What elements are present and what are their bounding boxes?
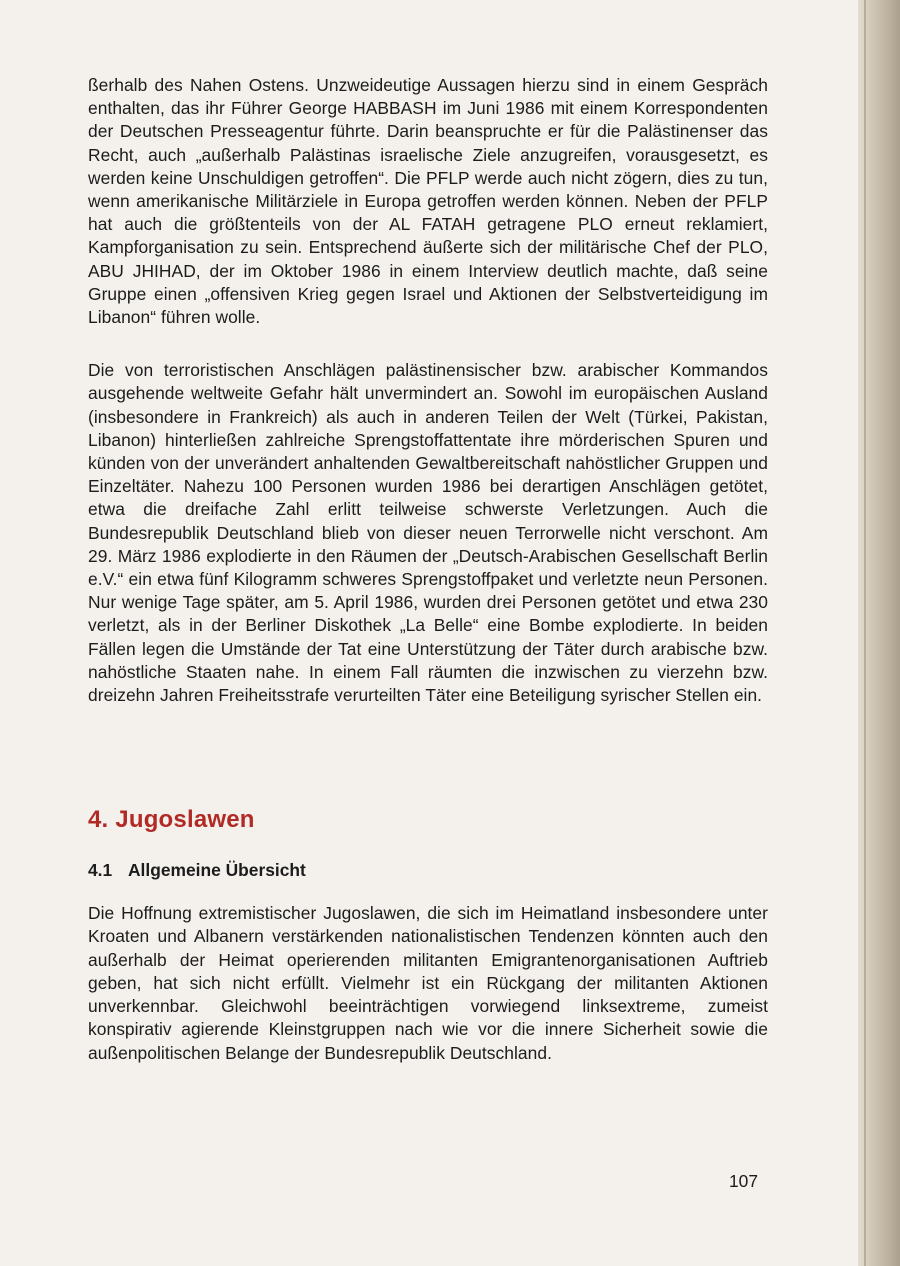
page-content — [88, 74, 768, 1065]
page-number: 107 — [729, 1171, 759, 1191]
chapter-heading: 4. Jugoslawen — [88, 806, 255, 834]
section-number: 4.1 — [88, 860, 113, 881]
book-spine-edge — [858, 0, 900, 1266]
body-paragraph-3: Die Hoffnung extremistischer Jugoslawen, die sich im Heimatland insbesondere unter Kroaten und Albanern verstärkenden nationalistischen Tendenzen könnten auch den außerhalb der Heimat operierenden militanten Emigrantenorganisationen Auftrieb geben, hat sich nicht erfüllt. Vielmehr ist ein Rückgang der militanten Aktionen unverkennbar. Gleichwohl beeinträchtigen vorwiegend linksextreme, zumeist konspirativ agierende Kleinstgruppen nach wie vor die innere Sicherheit sowie die außenpolitischen Belange der Bundesrepublik Deutschland. — [88, 903, 768, 1063]
section-title: Allgemeine Übersicht — [128, 860, 306, 881]
spine-line — [878, 0, 879, 1266]
section-heading — [88, 859, 768, 882]
body-paragraph-1: ßerhalb des Nahen Ostens. Unzweideutige Aussagen hierzu sind in einem Gespräch enthalten, das ihr Führer George HABBASH im Juni 1986 mit einem Korrespondenten der Deutschen Presseagentur führte. Darin beanspruchte er für die Palästinenser das Recht, auch „außerhalb Palästinas israelische Ziele anzugreifen, vorausgesetzt, es werden keine Unschuldigen getroffen“. Die PFLP werde auch nicht zögern, dies zu tun, wenn amerikanische Militärziele in Europa getroffen werden können. Neben der PFLP hat auch die größtenteils von der AL FATAH getragene PLO erneut reklamiert, Kampforganisation zu sein. Entsprechend äußerte sich der militärische Chef der PLO, ABU JHIHAD, der im Oktober 1986 in einem Interview deutlich machte, daß seine Gruppe einen „offensiven Krieg gegen Israel und Aktionen der Selbstverteidigung im Libanon“ führen wolle. — [88, 75, 768, 328]
body-paragraph-2: Die von terroristischen Anschlägen palästinensischer bzw. arabischer Kommandos ausgehende weltweite Gefahr hält unvermindert an. Sowohl im europäischen Ausland (insbesondere in Frankreich) als auch in anderen Teilen der Welt (Türkei, Pakistan, Libanon) hinterließen zahlreiche Sprengstoffattentate ihre mörderischen Spuren und künden von der unverändert anhaltenden Gewaltbereitschaft nahöstlicher Gruppen und Einzeltäter. Nahezu 100 Personen wurden 1986 bei derartigen Anschlägen getötet, etwa die dreifache Zahl erlitt teilweise schwerste Verletzungen. Auch die Bundesrepublik Deutschland blieb von dieser neuen Terrorwelle nicht verschont. Am 29. März 1986 explodierte in den Räumen der „Deutsch-Arabischen Gesellschaft Berlin e.V.“ ein etwa fünf Kilogramm schweres Sprengstoffpaket und verletzte neun Personen. Nur wenige Tage später, am 5. April 1986, wurden drei Personen getötet und etwa 230 verletzt, als in der Berliner Diskothek „La Belle“ eine Bombe explodierte. In beiden Fällen legen die Umstände der Tat eine Unterstützung der Täter durch arabische bzw. nahöstliche Staaten nahe. In einem Fall räumten die inzwischen zu vierzehn bzw. dreizehn Jahren Freiheitsstrafe verurteilten Täter eine Beteiligung syrischer Stellen ein. — [88, 360, 768, 706]
spine-line — [864, 0, 866, 1266]
